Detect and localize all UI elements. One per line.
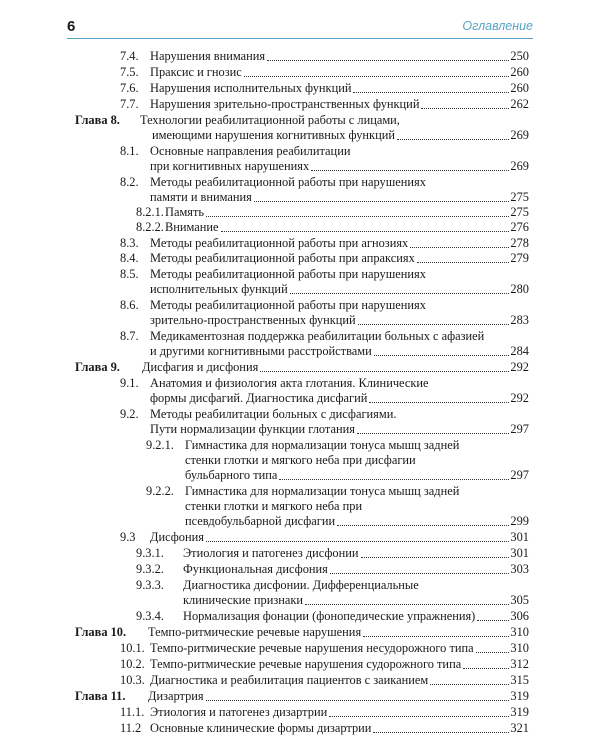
entry-number: 11.2	[120, 721, 142, 735]
dot-leader	[363, 626, 509, 637]
entry-title: Пути нормализации функции глотания	[150, 422, 355, 436]
toc-entry	[0, 80, 600, 96]
entry-number: 7.5.	[120, 65, 139, 79]
chapter-label: Глава 9.	[75, 360, 120, 374]
dot-leader	[463, 658, 509, 669]
entry-title: при когнитивных нарушениях	[150, 159, 310, 173]
chapter-label: Глава 11.	[75, 689, 126, 703]
entry-title: Гимнастика для нормализации тонуса мышц задней	[185, 438, 460, 452]
entry-page-number: 284	[510, 344, 529, 358]
entry-number: 7.6.	[120, 81, 139, 95]
entry-title: Темпо-ритмические речевые нарушения	[148, 625, 362, 639]
entry-title: Гимнастика для нормализации тонуса мышц задней	[185, 484, 460, 498]
entry-title: Анатомия и физиология акта глотания. Клинические	[150, 376, 429, 390]
entry-title: Темпо-ритмические речевые нарушения несудорожного типа	[150, 641, 474, 655]
dot-leader	[358, 314, 510, 325]
entry-number: 9.3.4.	[136, 609, 164, 623]
entry-number: 10.2.	[120, 657, 145, 671]
entry-number: 7.4.	[120, 49, 139, 63]
entry-title: Память	[165, 205, 205, 219]
toc-entry	[0, 64, 600, 80]
entry-number: 8.6.	[120, 298, 139, 312]
entry-page-number: 315	[510, 673, 529, 687]
page-number: 6	[67, 18, 76, 35]
entry-title: Этиология и патогенез дисфонии	[183, 546, 359, 560]
toc-entry	[0, 281, 600, 297]
entry-number: 9.3.2.	[136, 562, 164, 576]
entry-title: псевдобульбарной дисфагии	[185, 514, 336, 528]
entry-title: Основные клинические формы дизартрии	[150, 721, 372, 735]
entry-title: формы дисфагий. Диагностика дисфагий	[150, 391, 368, 405]
dot-leader	[397, 129, 509, 140]
entry-title: Диагностика и реабилитация пациентов с заиканием	[150, 673, 429, 687]
entry-title: стенки глотки и мягкого неба при дисфагии	[185, 453, 416, 467]
entry-title: Этиология и патогенез дизартрии	[150, 705, 328, 719]
dot-leader	[337, 515, 509, 526]
entry-title: Методы реабилитационной работы при агнозиях	[150, 236, 409, 250]
toc-entry	[0, 158, 600, 174]
toc-entry	[0, 656, 600, 672]
entry-title: Дисфония	[150, 530, 204, 544]
entry-title: Методы реабилитационной работы при апраксиях	[150, 251, 415, 265]
entry-page-number: 260	[510, 81, 529, 95]
toc-entry	[0, 545, 600, 561]
entry-title: Методы реабилитационной работы при нарушениях	[150, 267, 426, 281]
entry-number: 8.2.2.	[136, 220, 164, 234]
dot-leader	[305, 594, 509, 605]
toc-entry	[0, 529, 600, 545]
entry-page-number: 297	[510, 468, 529, 482]
toc-entry	[0, 406, 600, 422]
entry-title: памяти и внимания	[150, 190, 252, 204]
entry-number: 7.7.	[120, 97, 139, 111]
entry-number: 8.4.	[120, 251, 139, 265]
toc-entry	[0, 390, 600, 406]
toc-entry	[0, 452, 600, 468]
toc-entry	[0, 640, 600, 656]
section-title: Оглавление	[462, 19, 533, 33]
entry-page-number: 310	[510, 625, 529, 639]
entry-page-number: 299	[510, 514, 529, 528]
toc-entry	[0, 112, 600, 128]
toc-entry	[0, 720, 600, 736]
entry-title: Внимание	[165, 220, 219, 234]
toc-entry	[0, 561, 600, 577]
dot-leader	[267, 50, 509, 61]
dot-leader	[254, 191, 510, 202]
entry-number: 9.3	[120, 530, 136, 544]
toc-entry	[0, 204, 600, 220]
entry-title: Диагностика дисфонии. Дифференциальные	[183, 578, 419, 592]
dot-leader	[311, 160, 509, 171]
entry-number: 9.3.1.	[136, 546, 164, 560]
dot-leader	[421, 98, 509, 109]
entry-page-number: 262	[510, 97, 529, 111]
entry-page-number: 278	[510, 236, 529, 250]
entry-title: имеющими нарушения когнитивных функций	[152, 128, 395, 142]
entry-page-number: 280	[510, 282, 529, 296]
entry-title: Праксис и гнозис	[150, 65, 242, 79]
entry-title: и другими когнитивными расстройствами	[150, 344, 372, 358]
entry-page-number: 312	[510, 657, 529, 671]
entry-title: Дисфагия и дисфония	[142, 360, 259, 374]
entry-page-number: 275	[510, 190, 529, 204]
chapter-label: Глава 8.	[75, 113, 120, 127]
entry-number: 8.2.	[120, 175, 139, 189]
toc-entry	[0, 343, 600, 359]
entry-title: Основные направления реабилитации	[150, 144, 351, 158]
dot-leader	[369, 392, 509, 403]
dot-leader	[417, 252, 510, 263]
entry-title: клинические признаки	[183, 593, 304, 607]
dot-leader	[373, 722, 509, 733]
entry-page-number: 305	[510, 593, 529, 607]
toc-entry	[0, 513, 600, 529]
entry-number: 8.3.	[120, 236, 139, 250]
entry-title: Нормализация фонации (фонопедические упражнения)	[183, 609, 476, 623]
entry-page-number: 279	[510, 251, 529, 265]
entry-title: Методы реабилитации больных с дисфагиями.	[150, 407, 397, 421]
entry-page-number: 260	[510, 65, 529, 79]
dot-leader	[329, 706, 509, 717]
entry-title: Дизартрия	[148, 689, 204, 703]
toc-entry	[0, 312, 600, 328]
toc-entry	[0, 467, 600, 483]
dot-leader	[206, 206, 509, 217]
entry-page-number: 319	[510, 689, 529, 703]
entry-page-number: 292	[510, 360, 529, 374]
toc-entry	[0, 437, 600, 453]
entry-page-number: 250	[510, 49, 529, 63]
entry-title: Нарушения зрительно-пространственных функций	[150, 97, 420, 111]
entry-page-number: 310	[510, 641, 529, 655]
toc-entry	[0, 266, 600, 282]
entry-page-number: 301	[510, 546, 529, 560]
entry-number: 10.3.	[120, 673, 145, 687]
entry-page-number: 301	[510, 530, 529, 544]
entry-title: Функциональная дисфония	[183, 562, 328, 576]
dot-leader	[357, 423, 509, 434]
entry-number: 9.1.	[120, 376, 139, 390]
entry-title: Технологии реабилитационной работы с лицами,	[140, 113, 400, 127]
toc-entry	[0, 672, 600, 688]
dot-leader	[206, 531, 509, 542]
toc-entry	[0, 189, 600, 205]
dot-leader	[374, 345, 510, 356]
dot-leader	[330, 563, 510, 574]
dot-leader	[477, 610, 509, 621]
toc-entry	[0, 688, 600, 704]
toc-entry	[0, 235, 600, 251]
entry-page-number: 276	[510, 220, 529, 234]
toc-entry	[0, 250, 600, 266]
entry-title: зрительно-пространственных функций	[150, 313, 356, 327]
toc-entry	[0, 219, 600, 235]
dot-leader	[353, 82, 509, 93]
entry-page-number: 269	[510, 128, 529, 142]
entry-number: 8.7.	[120, 329, 139, 343]
entry-title: Нарушения внимания	[150, 49, 266, 63]
dot-leader	[279, 469, 509, 480]
toc-entry	[0, 498, 600, 514]
toc-entry	[0, 421, 600, 437]
entry-title: бульбарного типа	[185, 468, 278, 482]
dot-leader	[410, 237, 509, 248]
toc-entry	[0, 48, 600, 64]
toc-entry	[0, 96, 600, 112]
dot-leader	[430, 674, 509, 685]
dot-leader	[244, 66, 510, 77]
entry-number: 10.1.	[120, 641, 145, 655]
entry-number: 9.2.1.	[146, 438, 174, 452]
entry-number: 8.2.1.	[136, 205, 164, 219]
dot-leader	[206, 690, 510, 701]
entry-title: Нарушения исполнительных функций	[150, 81, 352, 95]
entry-number: 8.5.	[120, 267, 139, 281]
chapter-label: Глава 10.	[75, 625, 127, 639]
entry-title: Методы реабилитационной работы при нарушениях	[150, 298, 426, 312]
toc-entry	[0, 624, 600, 640]
entry-page-number: 306	[510, 609, 529, 623]
toc-entry	[0, 375, 600, 391]
dot-leader	[290, 283, 510, 294]
entry-number: 11.1.	[120, 705, 145, 719]
toc-entry	[0, 483, 600, 499]
entry-title: Медикаментозная поддержка реабилитации больных с афазией	[150, 329, 485, 343]
entry-page-number: 292	[510, 391, 529, 405]
toc-entry	[0, 577, 600, 593]
toc-entry	[0, 704, 600, 720]
entry-page-number: 303	[510, 562, 529, 576]
dot-leader	[221, 221, 510, 232]
toc-entry	[0, 608, 600, 624]
toc-entry	[0, 174, 600, 190]
entry-page-number: 319	[510, 705, 529, 719]
dot-leader	[476, 642, 510, 653]
entry-page-number: 269	[510, 159, 529, 173]
entry-page-number: 283	[510, 313, 529, 327]
entry-number: 8.1.	[120, 144, 139, 158]
entry-page-number: 297	[510, 422, 529, 436]
toc-entry	[0, 127, 600, 143]
entry-number: 9.3.3.	[136, 578, 164, 592]
toc-entry	[0, 143, 600, 159]
toc-entry	[0, 328, 600, 344]
toc-entry	[0, 359, 600, 375]
entry-title: стенки глотки и мягкого неба при	[185, 499, 363, 513]
entry-number: 9.2.	[120, 407, 139, 421]
dot-leader	[260, 361, 509, 372]
entry-number: 9.2.2.	[146, 484, 174, 498]
toc-entry	[0, 592, 600, 608]
entry-title: Методы реабилитационной работы при нарушениях	[150, 175, 426, 189]
toc-entry	[0, 297, 600, 313]
entry-page-number: 321	[510, 721, 529, 735]
entry-title: исполнительных функций	[150, 282, 288, 296]
dot-leader	[361, 547, 510, 558]
entry-page-number: 275	[510, 205, 529, 219]
entry-title: Темпо-ритмические речевые нарушения судорожного типа	[150, 657, 462, 671]
